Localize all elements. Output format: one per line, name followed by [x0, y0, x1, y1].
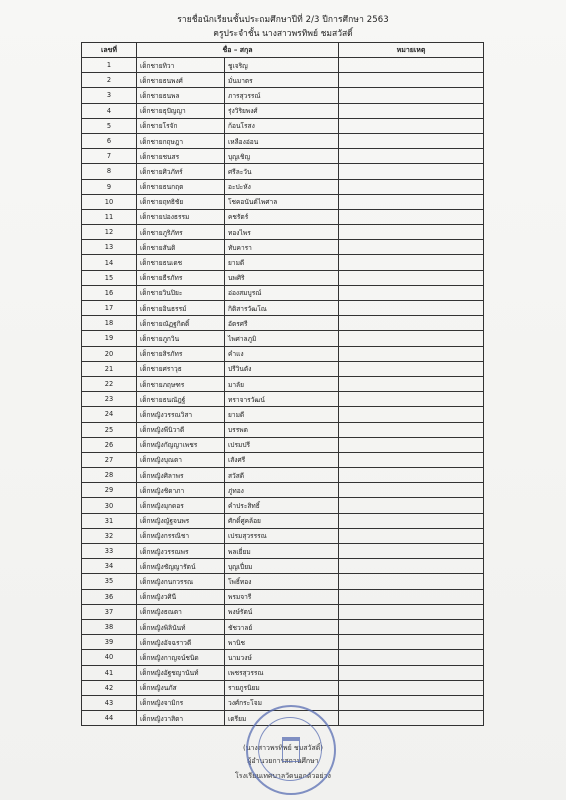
- student-number: 35: [82, 574, 137, 589]
- student-note: [339, 483, 484, 498]
- student-roster-table: [81, 42, 484, 726]
- student-last-name: ภารสุวรรณ์: [225, 88, 339, 103]
- student-last-name: รายภูรนิยม: [225, 680, 339, 695]
- student-note: [339, 209, 484, 224]
- student-number: 7: [82, 149, 137, 164]
- column-header-number: เลขที่: [82, 43, 137, 58]
- student-last-name: อัตรศรี: [225, 316, 339, 331]
- signatory-name: (นางสาวพรทิพย์ ชมสวัสดิ์): [242, 744, 324, 752]
- student-note: [339, 301, 484, 316]
- student-number: 9: [82, 179, 137, 194]
- student-last-name: ทองไพร: [225, 225, 339, 240]
- student-note: [339, 650, 484, 665]
- table-row: [82, 498, 484, 513]
- student-note: [339, 164, 484, 179]
- student-number: 6: [82, 133, 137, 148]
- student-note: [339, 149, 484, 164]
- table-row: [82, 574, 484, 589]
- student-note: [339, 604, 484, 619]
- table-row: [82, 240, 484, 255]
- student-number: 2: [82, 73, 137, 88]
- student-last-name: ชูเจริญ: [225, 58, 339, 73]
- student-last-name: โชคอนันต์ไพศาล: [225, 194, 339, 209]
- student-note: [339, 316, 484, 331]
- table-row: [82, 468, 484, 483]
- signatory-position: ผู้อำนวยการสถานศึกษา: [247, 757, 319, 765]
- student-number: 44: [82, 711, 137, 726]
- table-row: [82, 680, 484, 695]
- student-note: [339, 559, 484, 574]
- student-number: 23: [82, 392, 137, 407]
- student-number: 22: [82, 376, 137, 391]
- table-row: [82, 619, 484, 634]
- table-row: [82, 179, 484, 194]
- student-first-name: เด็กชายสิรภัทร: [137, 346, 225, 361]
- student-number: 10: [82, 194, 137, 209]
- student-first-name: เด็กหญิงธณตา: [137, 604, 225, 619]
- student-last-name: ภู่ทอง: [225, 483, 339, 498]
- student-last-name: วงศ์กระโจม: [225, 695, 339, 710]
- student-first-name: เด็กหญิงจามิกร: [137, 695, 225, 710]
- student-number: 8: [82, 164, 137, 179]
- student-last-name: ยามดี: [225, 407, 339, 422]
- student-last-name: ศรีละวัน: [225, 164, 339, 179]
- student-first-name: เด็กชายภฤษฑร: [137, 376, 225, 391]
- table-row: [82, 316, 484, 331]
- table-row: [82, 452, 484, 467]
- table-row: [82, 376, 484, 391]
- student-number: 16: [82, 285, 137, 300]
- student-number: 19: [82, 331, 137, 346]
- student-last-name: สวัสดี: [225, 468, 339, 483]
- student-note: [339, 695, 484, 710]
- student-note: [339, 346, 484, 361]
- school-name: โรงเรียนเทศบาลวัดนอกตัวอย่าง: [235, 772, 331, 780]
- table-row: [82, 149, 484, 164]
- column-header-note: หมายเหตุ: [339, 43, 484, 58]
- student-last-name: คำประสิทธิ์: [225, 498, 339, 513]
- student-last-name: พรมจารี: [225, 589, 339, 604]
- student-last-name: กิติสารวัฒโณ: [225, 301, 339, 316]
- student-number: 13: [82, 240, 137, 255]
- student-last-name: รุ่งวิริยพงศ์: [225, 103, 339, 118]
- roster-body: [82, 58, 484, 726]
- student-note: [339, 270, 484, 285]
- student-note: [339, 361, 484, 376]
- student-note: [339, 528, 484, 543]
- student-number: 24: [82, 407, 137, 422]
- student-note: [339, 88, 484, 103]
- student-last-name: คชรัตร์: [225, 209, 339, 224]
- student-note: [339, 635, 484, 650]
- table-row: [82, 604, 484, 619]
- student-first-name: เด็กชายทิวา: [137, 58, 225, 73]
- table-row: [82, 544, 484, 559]
- student-number: 36: [82, 589, 137, 604]
- student-first-name: เด็กชายภูกวิน: [137, 331, 225, 346]
- student-first-name: เด็กหญิงอัฐชญานันท์: [137, 665, 225, 680]
- student-last-name: ทราจารวัฒน์: [225, 392, 339, 407]
- table-row: [82, 528, 484, 543]
- student-last-name: บุญเปี่ยม: [225, 559, 339, 574]
- student-last-name: พลเยี่ยม: [225, 544, 339, 559]
- student-last-name: คำแง: [225, 346, 339, 361]
- table-row: [82, 255, 484, 270]
- table-row: [82, 346, 484, 361]
- table-row: [82, 665, 484, 680]
- student-first-name: เด็กชายธุปัญญา: [137, 103, 225, 118]
- student-note: [339, 574, 484, 589]
- student-note: [339, 422, 484, 437]
- student-number: 20: [82, 346, 137, 361]
- student-first-name: เด็กหญิงญัฐจนพร: [137, 513, 225, 528]
- table-row: [82, 437, 484, 452]
- student-first-name: เด็กชายธนกฤต: [137, 179, 225, 194]
- student-last-name: ก้อนโรสง: [225, 118, 339, 133]
- student-first-name: เด็กหญิงพิลินันท์: [137, 619, 225, 634]
- student-number: 3: [82, 88, 137, 103]
- student-note: [339, 179, 484, 194]
- student-note: [339, 194, 484, 209]
- student-number: 29: [82, 483, 137, 498]
- student-first-name: เด็กชายธีรภัทร: [137, 270, 225, 285]
- student-number: 42: [82, 680, 137, 695]
- student-number: 25: [82, 422, 137, 437]
- student-note: [339, 589, 484, 604]
- student-note: [339, 619, 484, 634]
- student-note: [339, 392, 484, 407]
- table-row: [82, 559, 484, 574]
- student-note: [339, 452, 484, 467]
- student-last-name: พงษ์รัตน์: [225, 604, 339, 619]
- student-number: 28: [82, 468, 137, 483]
- student-first-name: เด็กหญิงชิดาภา: [137, 483, 225, 498]
- student-number: 34: [82, 559, 137, 574]
- student-number: 38: [82, 619, 137, 634]
- student-number: 18: [82, 316, 137, 331]
- table-row: [82, 88, 484, 103]
- student-first-name: เด็กหญิงชัญญารัตน์: [137, 559, 225, 574]
- student-number: 1: [82, 58, 137, 73]
- student-note: [339, 468, 484, 483]
- student-last-name: มาลัย: [225, 376, 339, 391]
- student-first-name: เด็กหญิงวรรณวิสา: [137, 407, 225, 422]
- student-last-name: ทับคารา: [225, 240, 339, 255]
- student-number: 41: [82, 665, 137, 680]
- student-first-name: เด็กชายสันติ: [137, 240, 225, 255]
- student-first-name: เด็กหญิงกรรณิชา: [137, 528, 225, 543]
- student-first-name: เด็กชายศราวุธ: [137, 361, 225, 376]
- table-row: [82, 73, 484, 88]
- student-first-name: เด็กหญิงนภัส: [137, 680, 225, 695]
- student-first-name: เด็กชายภูริภัทร: [137, 225, 225, 240]
- student-first-name: เด็กชายโรจัก: [137, 118, 225, 133]
- student-number: 43: [82, 695, 137, 710]
- student-first-name: เด็กหญิงมุกดอร: [137, 498, 225, 513]
- student-note: [339, 73, 484, 88]
- student-first-name: เด็กหญิงกาญจน์ชนิด: [137, 650, 225, 665]
- student-first-name: เด็กชายกฤษฎา: [137, 133, 225, 148]
- table-row: [82, 118, 484, 133]
- table-row: [82, 133, 484, 148]
- table-row: [82, 513, 484, 528]
- student-last-name: อะปะหัง: [225, 179, 339, 194]
- student-last-name: มั่นมาตร: [225, 73, 339, 88]
- table-row: [82, 58, 484, 73]
- table-row: [82, 392, 484, 407]
- student-number: 26: [82, 437, 137, 452]
- student-note: [339, 513, 484, 528]
- student-first-name: เด็กชายธนณัฎฐ์: [137, 392, 225, 407]
- student-last-name: เปรมสุวรรรณ: [225, 528, 339, 543]
- student-first-name: เด็กชายธนพงศ์: [137, 73, 225, 88]
- student-first-name: เด็กหญิงอัจฉราวดี: [137, 635, 225, 650]
- table-row: [82, 422, 484, 437]
- column-header-name: ชื่อ – สกุล: [137, 43, 339, 58]
- student-first-name: เด็กชายธนเดช: [137, 255, 225, 270]
- student-last-name: พานิช: [225, 635, 339, 650]
- student-note: [339, 103, 484, 118]
- student-first-name: เด็กหญิงบุณตา: [137, 452, 225, 467]
- student-first-name: เด็กชายอินธรรม์: [137, 301, 225, 316]
- student-last-name: ยามดี: [225, 255, 339, 270]
- class-teacher-line: ครูประจำชั้น นางสาวพรทิพย์ ชมสวัสดิ์: [213, 29, 353, 39]
- table-row: [82, 164, 484, 179]
- student-note: [339, 665, 484, 680]
- student-first-name: เด็กหญิงศิลาพร: [137, 468, 225, 483]
- table-row: [82, 483, 484, 498]
- student-note: [339, 331, 484, 346]
- student-note: [339, 118, 484, 133]
- student-first-name: เด็กหญิงวศินี: [137, 589, 225, 604]
- student-number: 14: [82, 255, 137, 270]
- table-row: [82, 194, 484, 209]
- student-number: 5: [82, 118, 137, 133]
- student-first-name: เด็กชายฤทธิชัย: [137, 194, 225, 209]
- student-last-name: อ่องสมบูรณ์: [225, 285, 339, 300]
- student-last-name: เหลืองอ่อน: [225, 133, 339, 148]
- student-number: 39: [82, 635, 137, 650]
- table-row: [82, 285, 484, 300]
- student-number: 21: [82, 361, 137, 376]
- student-last-name: เปรมปรี: [225, 437, 339, 452]
- student-last-name: เตรียม: [225, 711, 339, 726]
- student-last-name: โพธิ์ทอง: [225, 574, 339, 589]
- student-last-name: นพศิริ: [225, 270, 339, 285]
- student-last-name: บุญเชิญ: [225, 149, 339, 164]
- student-last-name: บรรพต: [225, 422, 339, 437]
- table-row: [82, 301, 484, 316]
- student-number: 15: [82, 270, 137, 285]
- student-number: 30: [82, 498, 137, 513]
- student-number: 31: [82, 513, 137, 528]
- student-note: [339, 437, 484, 452]
- student-first-name: เด็กชายชนสร: [137, 149, 225, 164]
- student-first-name: เด็กชายปองธรรม: [137, 209, 225, 224]
- student-last-name: เพชรสุวรรณ: [225, 665, 339, 680]
- table-row: [82, 635, 484, 650]
- document-title: รายชื่อนักเรียนชั้นประถมศึกษาปีที่ 2/3 ปีการศึกษา 2563: [177, 15, 389, 25]
- student-last-name: ปรีวินตัง: [225, 361, 339, 376]
- table-row: [82, 103, 484, 118]
- student-last-name: ศักดิ์ศูคล้อย: [225, 513, 339, 528]
- seal-emblem: [282, 737, 300, 762]
- student-note: [339, 544, 484, 559]
- student-first-name: เด็กหญิงวาสิตา: [137, 711, 225, 726]
- student-first-name: เด็กหญิงกนกวรรณ: [137, 574, 225, 589]
- student-last-name: ชัชวาลย์: [225, 619, 339, 634]
- student-number: 33: [82, 544, 137, 559]
- student-first-name: เด็กหญิงพีนิวาดี: [137, 422, 225, 437]
- student-first-name: เด็กชายธนพล: [137, 88, 225, 103]
- table-row: [82, 331, 484, 346]
- student-number: 11: [82, 209, 137, 224]
- student-last-name: นามวงษ์: [225, 650, 339, 665]
- student-number: 40: [82, 650, 137, 665]
- student-note: [339, 133, 484, 148]
- student-number: 27: [82, 452, 137, 467]
- student-note: [339, 376, 484, 391]
- table-header-row: [82, 43, 484, 58]
- student-note: [339, 225, 484, 240]
- student-first-name: เด็กหญิงวรรณพร: [137, 544, 225, 559]
- student-number: 4: [82, 103, 137, 118]
- student-first-name: เด็กชายณัฏฐกิตติ์: [137, 316, 225, 331]
- student-note: [339, 498, 484, 513]
- student-number: 12: [82, 225, 137, 240]
- table-row: [82, 209, 484, 224]
- student-last-name: ไพศาลภูมิ: [225, 331, 339, 346]
- student-number: 17: [82, 301, 137, 316]
- student-note: [339, 711, 484, 726]
- student-note: [339, 285, 484, 300]
- table-row: [82, 270, 484, 285]
- table-row: [82, 361, 484, 376]
- student-last-name: เสังศรี: [225, 452, 339, 467]
- table-row: [82, 407, 484, 422]
- student-number: 32: [82, 528, 137, 543]
- student-note: [339, 407, 484, 422]
- school-seal-stamp: [246, 705, 336, 795]
- table-row: [82, 589, 484, 604]
- student-note: [339, 680, 484, 695]
- student-note: [339, 58, 484, 73]
- table-row: [82, 650, 484, 665]
- student-note: [339, 255, 484, 270]
- student-first-name: เด็กชายศิวภัทร์: [137, 164, 225, 179]
- student-note: [339, 240, 484, 255]
- student-number: 37: [82, 604, 137, 619]
- student-first-name: เด็กชายวินปิยะ: [137, 285, 225, 300]
- table-row: [82, 225, 484, 240]
- student-first-name: เด็กหญิงกัญญาเพชร: [137, 437, 225, 452]
